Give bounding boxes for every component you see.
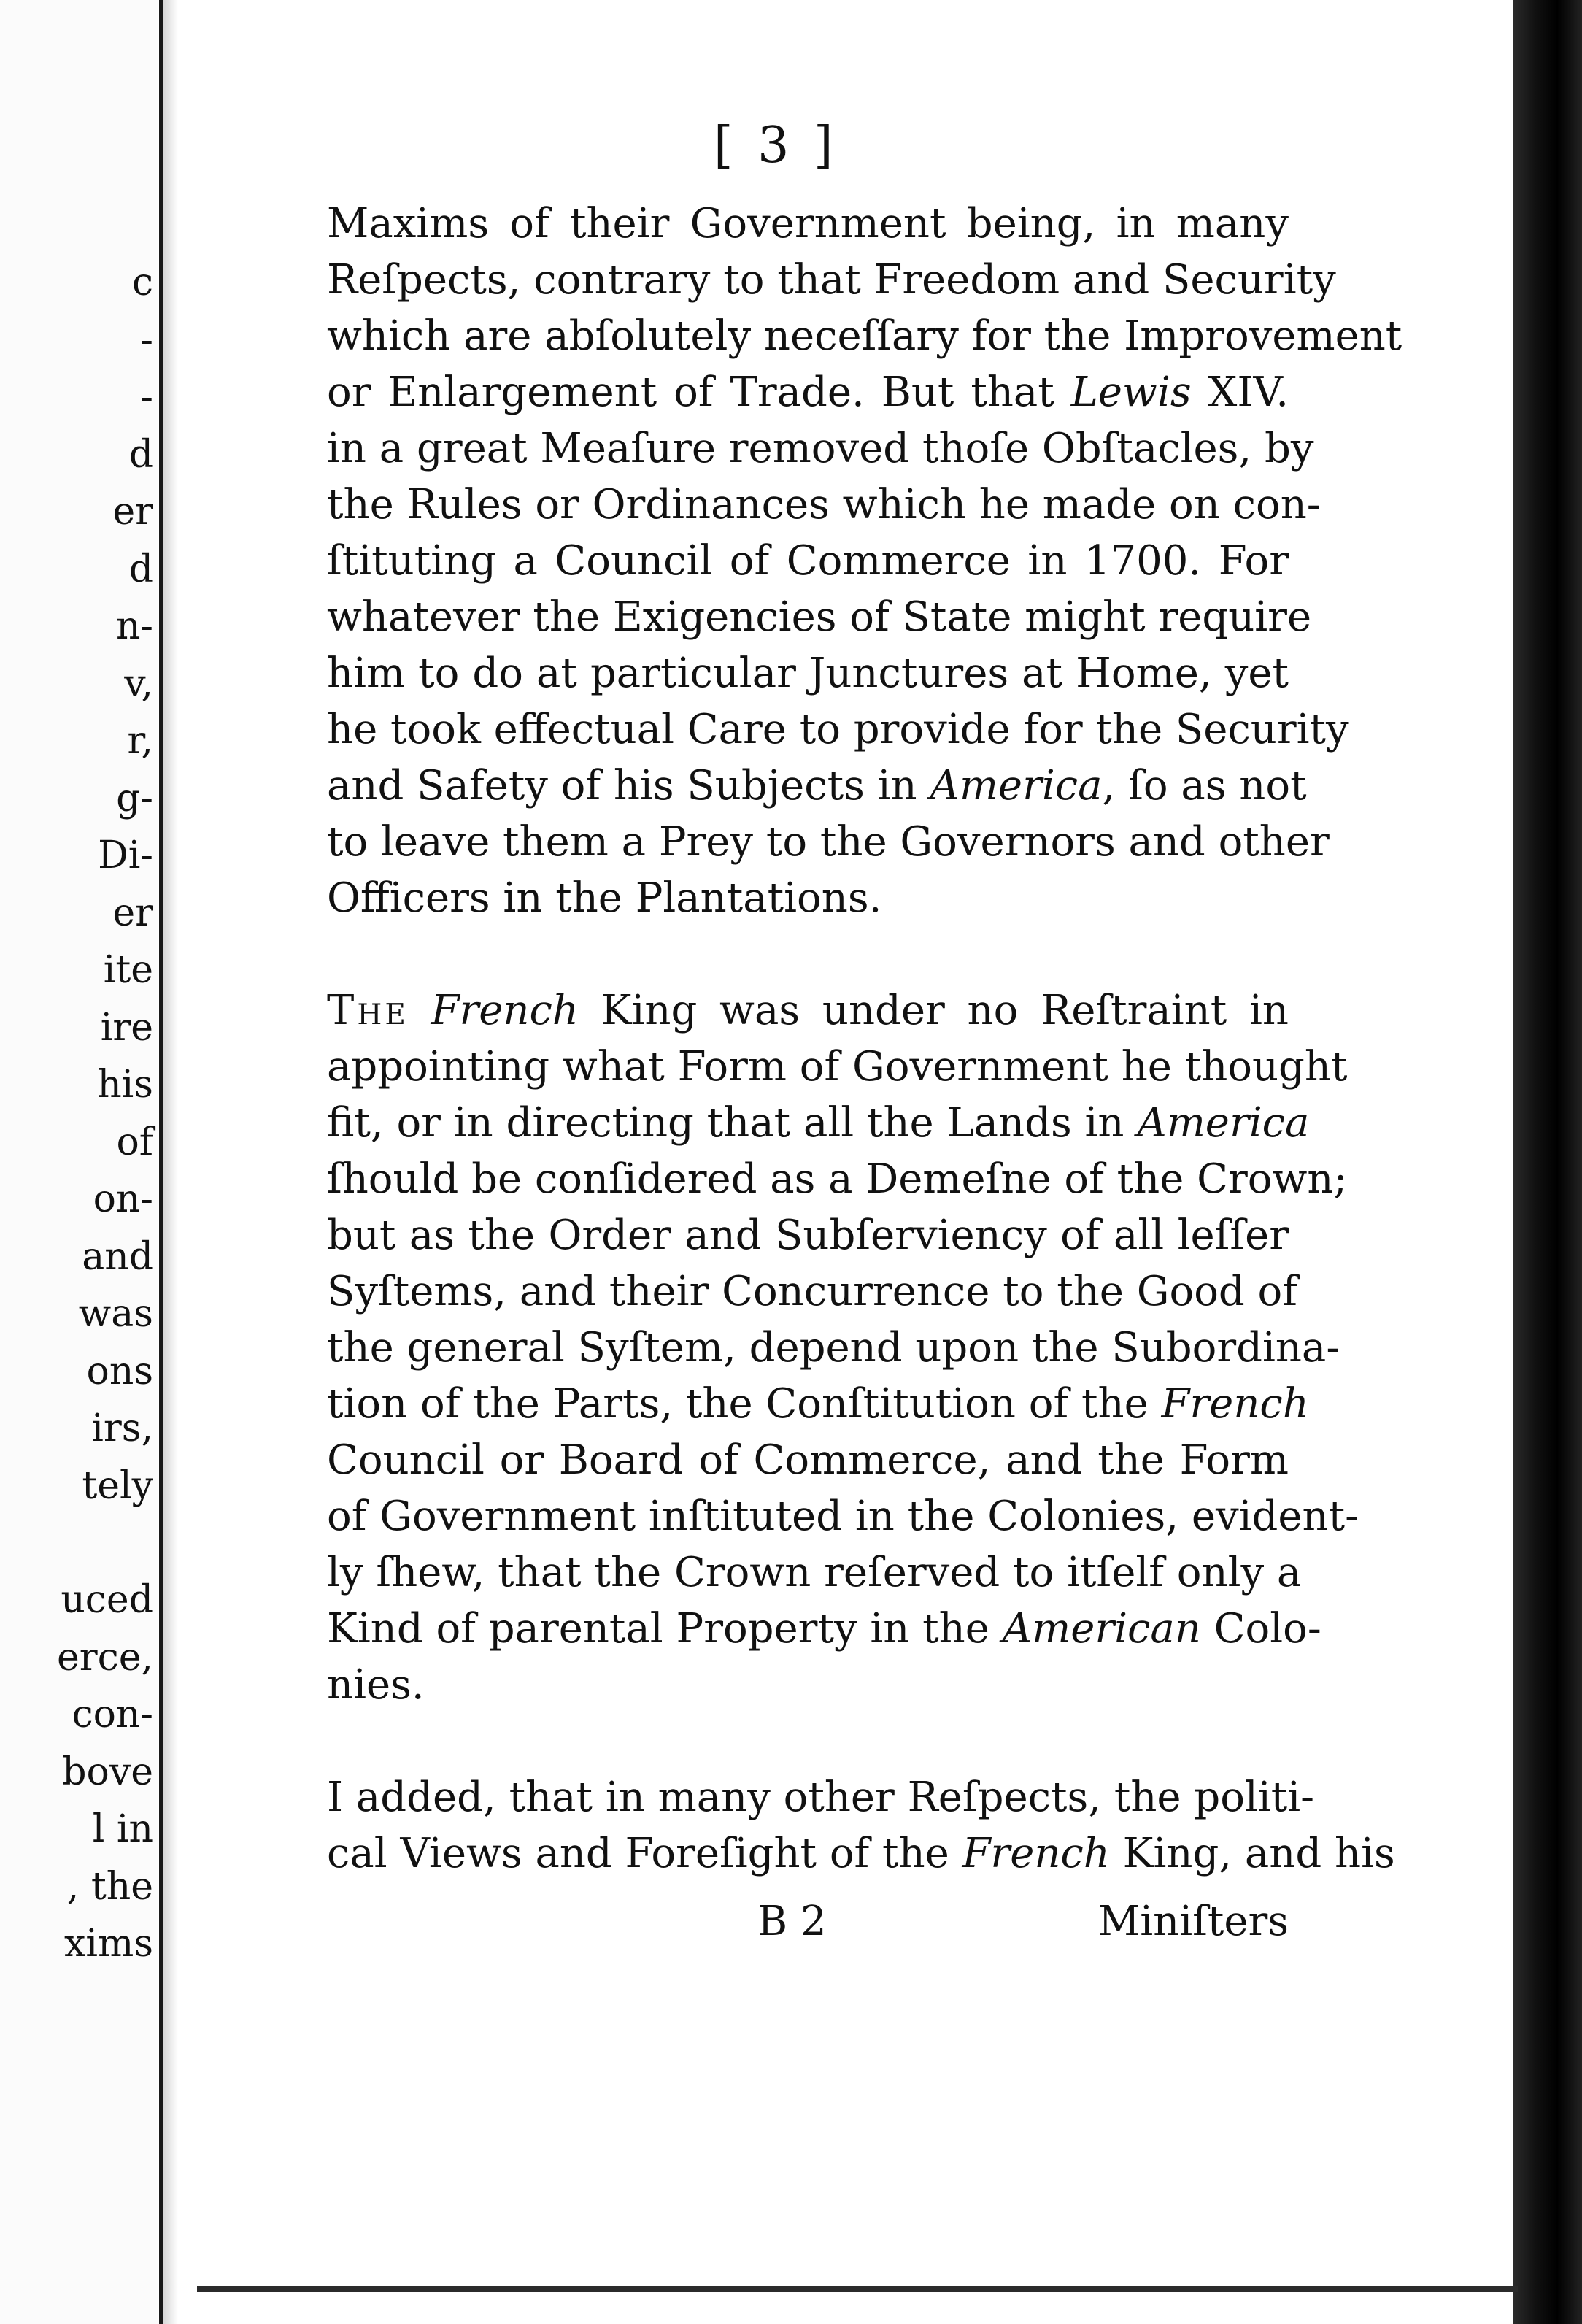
text-line: of Government inſtituted in the Colonies, evident- bbox=[327, 1493, 1359, 1540]
text-line: ly ſhew, that the Crown reſerved to itſelf only a bbox=[327, 1549, 1302, 1596]
facing-page-fragment: ire bbox=[100, 1005, 153, 1050]
text-line: I added, that in many other Reſpects, the politi- bbox=[327, 1774, 1315, 1821]
facing-page-fragment: and bbox=[82, 1234, 153, 1279]
text-line: Officers in the Plantations. bbox=[327, 874, 882, 922]
italic-word: French bbox=[962, 1830, 1110, 1877]
facing-page-fragment: d bbox=[128, 547, 153, 591]
facing-page-fragment: on- bbox=[93, 1177, 153, 1221]
text-line: Maxims of their Government being, in many bbox=[327, 200, 1289, 247]
facing-page-text-fragments bbox=[57, 254, 153, 1973]
facing-page-fragment: erce, bbox=[56, 1635, 153, 1679]
text-line: the general Syſtem, depend upon the Subordina- bbox=[327, 1324, 1340, 1371]
text-line: nies. bbox=[327, 1661, 425, 1709]
facing-page-fragment: irs, bbox=[91, 1407, 153, 1450]
italic-word: American bbox=[1002, 1605, 1201, 1652]
facing-page-fragment: ons bbox=[86, 1349, 153, 1393]
paragraph bbox=[327, 1769, 1395, 1882]
paragraph-gap bbox=[327, 1713, 1289, 1769]
text-line: Kind of parental Property in the American Colo- bbox=[327, 1605, 1321, 1652]
facing-page-fragment: er bbox=[112, 890, 153, 935]
facing-page-fragment: uced bbox=[61, 1578, 153, 1622]
facing-page-fragment: xims bbox=[64, 1922, 153, 1966]
page-edge-bottom bbox=[197, 2286, 1518, 2292]
facing-page-fragment: Di- bbox=[98, 834, 153, 877]
italic-word: America bbox=[1137, 1099, 1310, 1147]
text-line: The French King was under no Reſtraint in bbox=[327, 987, 1289, 1034]
text-line: him to do at particular Junctures at Home, yet bbox=[327, 650, 1289, 697]
facing-page-fragment bbox=[57, 1515, 153, 1571]
italic-word: French bbox=[431, 987, 579, 1034]
facing-page-fragment: his bbox=[97, 1063, 153, 1107]
paragraph-gap bbox=[327, 926, 1289, 982]
text-line: ſhould be conſidered as a Demeſne of the Crown; bbox=[327, 1155, 1348, 1203]
gutter-shadow bbox=[163, 0, 178, 2324]
paragraph bbox=[327, 982, 1359, 1713]
facing-page-fragment: was bbox=[78, 1292, 153, 1336]
text-line: appointing what Form of Government he thought bbox=[327, 1043, 1348, 1090]
text-line: which are abſolutely neceſſary for the Improvement bbox=[327, 312, 1402, 360]
text-line: fit, or in directing that all the Lands in America bbox=[327, 1099, 1310, 1147]
facing-page-fragment: , the bbox=[66, 1864, 153, 1909]
facing-page-fragment: g- bbox=[116, 776, 153, 820]
facing-page-fragment: - bbox=[140, 318, 153, 362]
facing-page-fragment: c bbox=[131, 261, 153, 304]
facing-page-fragment: bove bbox=[62, 1750, 153, 1794]
text-line: in a great Meaſure removed thoſe Obſtacles, by bbox=[327, 425, 1314, 472]
catchword: Miniſters bbox=[1097, 1898, 1289, 1945]
page-number: [ 3 ] bbox=[714, 117, 838, 174]
text-line: Syſtems, and their Concurrence to the Good of bbox=[327, 1268, 1297, 1315]
text-line: ſtituting a Council of Commerce in 1700. For bbox=[327, 537, 1289, 585]
facing-page-fragment: l in bbox=[92, 1807, 153, 1851]
facing-page-fragment: v, bbox=[124, 661, 153, 706]
page-edge-right bbox=[1513, 0, 1582, 2324]
text-line: he took effectual Care to provide for the Security bbox=[327, 706, 1349, 753]
signature-mark: B 2 bbox=[757, 1898, 827, 1945]
italic-word: French bbox=[1161, 1380, 1309, 1428]
facing-page-fragment: tely bbox=[82, 1463, 153, 1508]
facing-page-fragment: er bbox=[112, 490, 153, 534]
facing-page bbox=[0, 0, 158, 2324]
page-footer bbox=[327, 1898, 1289, 1954]
text-line: tion of the Parts, the Conſtitution of the French bbox=[327, 1380, 1309, 1428]
facing-page-fragment: con- bbox=[72, 1693, 153, 1736]
text-line: but as the Order and Subſerviency of all leſſer bbox=[327, 1212, 1289, 1259]
facing-page-fragment: d bbox=[128, 432, 153, 477]
text-line: and Safety of his Subjects in America, ſo as not bbox=[327, 762, 1307, 809]
text-line: whatever the Exigencies of State might require bbox=[327, 593, 1312, 641]
facing-page-fragment: of bbox=[116, 1120, 153, 1164]
facing-page-fragment: n- bbox=[115, 604, 153, 648]
text-line: to leave them a Prey to the Governors and other bbox=[327, 818, 1330, 866]
small-caps-word: The bbox=[327, 987, 409, 1034]
text-line: Reſpects, contrary to that Freedom and Security bbox=[327, 256, 1336, 304]
text-line: the Rules or Ordinances which he made on con- bbox=[327, 481, 1321, 528]
italic-word: America bbox=[930, 762, 1103, 809]
paragraph bbox=[327, 196, 1402, 926]
body-text bbox=[327, 196, 1402, 1882]
facing-page-fragment: ite bbox=[103, 948, 153, 992]
text-line: or Enlargement of Trade. But that Lewis XIV. bbox=[327, 369, 1289, 416]
facing-page-fragment: - bbox=[140, 375, 153, 419]
facing-page-fragment: r, bbox=[127, 719, 153, 763]
text-line: Council or Board of Commerce, and the Form bbox=[327, 1436, 1289, 1484]
italic-word: Lewis bbox=[1070, 369, 1192, 416]
text-line: cal Views and Foreſight of the French King, and his bbox=[327, 1830, 1395, 1877]
